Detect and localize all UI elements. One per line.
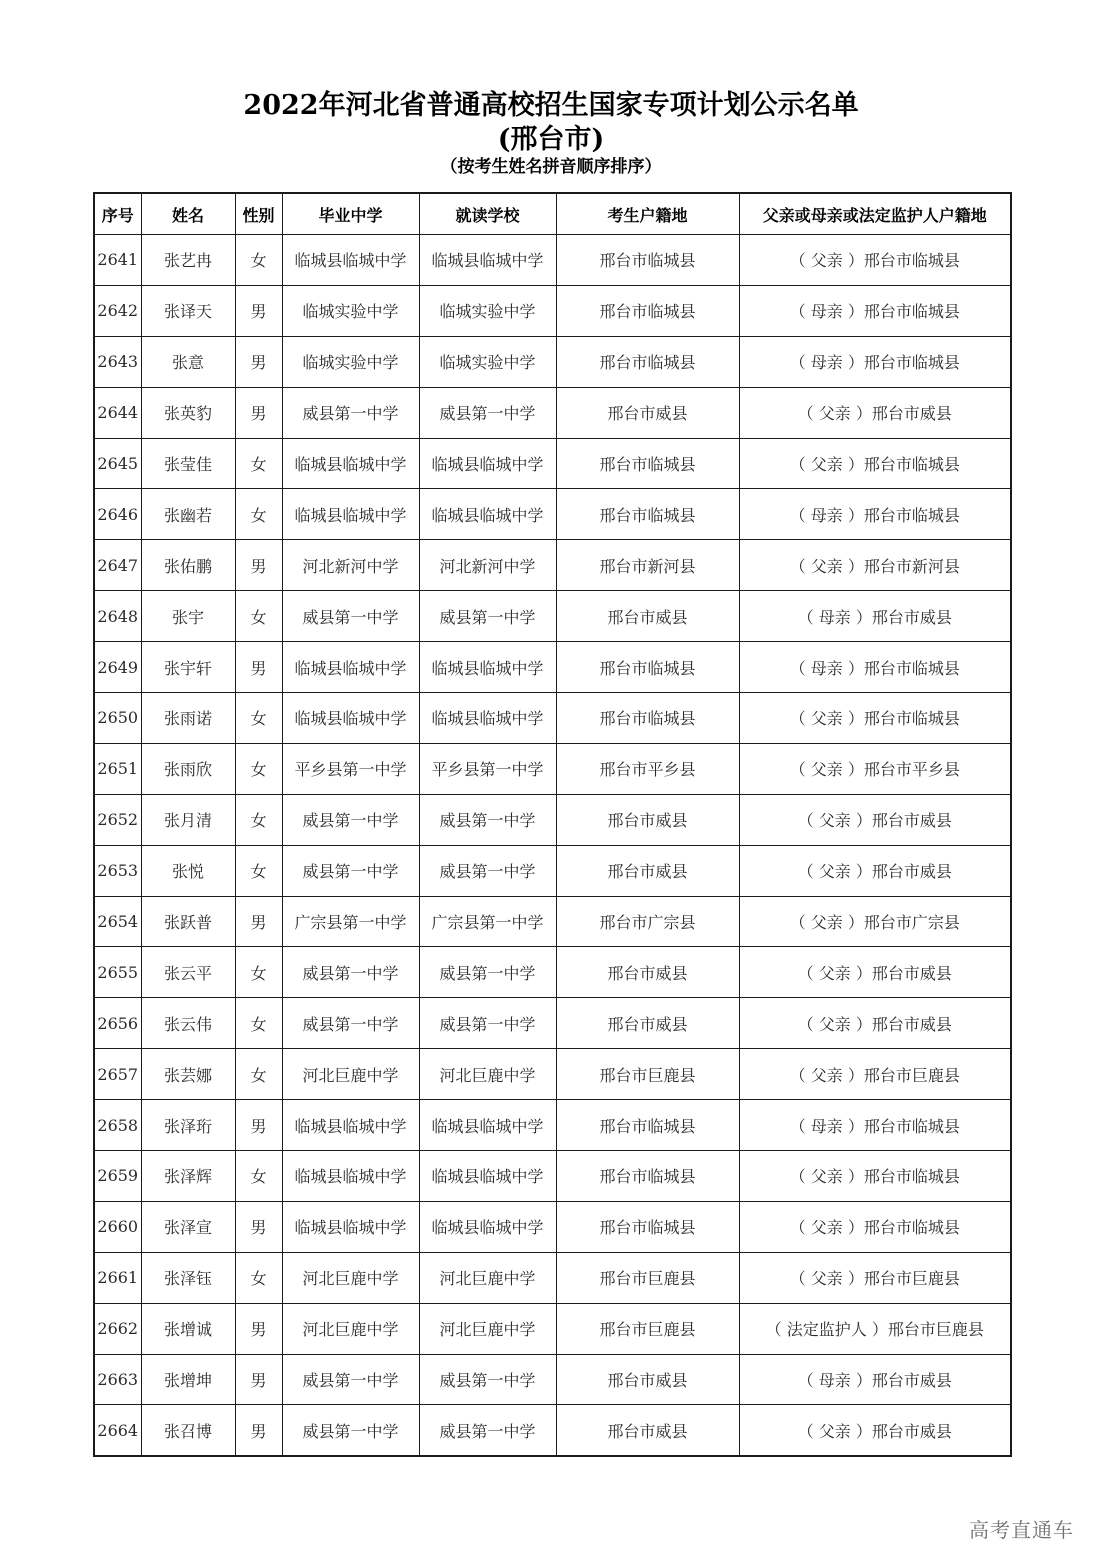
cell-domicile: 邢台市新河县 — [556, 540, 739, 591]
cell-grad-school: 威县第一中学 — [282, 947, 419, 998]
cell-current-school: 威县第一中学 — [419, 387, 556, 438]
cell-seq: 2657 — [94, 1049, 141, 1100]
cell-grad-school: 临城实验中学 — [282, 336, 419, 387]
cell-domicile: 邢台市威县 — [556, 1405, 739, 1456]
cell-domicile: 邢台市临城县 — [556, 642, 739, 693]
cell-grad-school: 河北巨鹿中学 — [282, 1252, 419, 1303]
cell-domicile: 邢台市平乡县 — [556, 743, 739, 794]
cell-guardian-domicile: （ 母亲 ）邢台市临城县 — [739, 285, 1011, 336]
cell-guardian-domicile: （ 父亲 ）邢台市临城县 — [739, 693, 1011, 744]
cell-name: 张泽珩 — [141, 1100, 235, 1151]
cell-current-school: 河北巨鹿中学 — [419, 1252, 556, 1303]
cell-gender: 女 — [235, 1151, 282, 1202]
cell-guardian-domicile: （ 父亲 ）邢台市临城县 — [739, 438, 1011, 489]
cell-name: 张跃普 — [141, 896, 235, 947]
column-header-name: 姓名 — [141, 193, 235, 235]
cell-seq: 2654 — [94, 896, 141, 947]
cell-gender: 男 — [235, 1405, 282, 1456]
cell-name: 张莹佳 — [141, 438, 235, 489]
cell-seq: 2644 — [94, 387, 141, 438]
cell-gender: 男 — [235, 387, 282, 438]
cell-name: 张月清 — [141, 794, 235, 845]
cell-current-school: 临城县临城中学 — [419, 438, 556, 489]
cell-current-school: 临城县临城中学 — [419, 235, 556, 286]
cell-current-school: 临城实验中学 — [419, 285, 556, 336]
table-body — [94, 235, 1011, 1457]
cell-name: 张宇 — [141, 591, 235, 642]
table-row — [94, 438, 1011, 489]
cell-current-school: 临城县临城中学 — [419, 693, 556, 744]
cell-guardian-domicile: （ 母亲 ）邢台市临城县 — [739, 336, 1011, 387]
cell-grad-school: 临城县临城中学 — [282, 1201, 419, 1252]
table-row — [94, 1100, 1011, 1151]
cell-domicile: 邢台市巨鹿县 — [556, 1252, 739, 1303]
cell-seq: 2650 — [94, 693, 141, 744]
cell-domicile: 邢台市临城县 — [556, 693, 739, 744]
cell-domicile: 邢台市临城县 — [556, 1100, 739, 1151]
table-row — [94, 998, 1011, 1049]
cell-name: 张增诚 — [141, 1303, 235, 1354]
cell-name: 张泽宣 — [141, 1201, 235, 1252]
cell-name: 张英豹 — [141, 387, 235, 438]
cell-guardian-domicile: （ 父亲 ）邢台市广宗县 — [739, 896, 1011, 947]
cell-domicile: 邢台市威县 — [556, 998, 739, 1049]
table-row — [94, 1201, 1011, 1252]
cell-gender: 男 — [235, 285, 282, 336]
cell-guardian-domicile: （ 父亲 ）邢台市巨鹿县 — [739, 1049, 1011, 1100]
cell-seq: 2645 — [94, 438, 141, 489]
table-row — [94, 794, 1011, 845]
cell-name: 张宇轩 — [141, 642, 235, 693]
column-header-domicile: 考生户籍地 — [556, 193, 739, 235]
cell-guardian-domicile: （ 父亲 ）邢台市威县 — [739, 387, 1011, 438]
cell-name: 张召博 — [141, 1405, 235, 1456]
cell-guardian-domicile: （ 父亲 ）邢台市威县 — [739, 998, 1011, 1049]
cell-domicile: 邢台市威县 — [556, 591, 739, 642]
cell-domicile: 邢台市巨鹿县 — [556, 1303, 739, 1354]
cell-gender: 男 — [235, 896, 282, 947]
cell-gender: 男 — [235, 1100, 282, 1151]
cell-domicile: 邢台市临城县 — [556, 235, 739, 286]
table-row — [94, 845, 1011, 896]
table-row — [94, 1151, 1011, 1202]
cell-gender: 女 — [235, 794, 282, 845]
cell-grad-school: 威县第一中学 — [282, 387, 419, 438]
cell-name: 张泽钰 — [141, 1252, 235, 1303]
cell-grad-school: 临城县临城中学 — [282, 1151, 419, 1202]
cell-name: 张译天 — [141, 285, 235, 336]
table-row — [94, 1354, 1011, 1405]
cell-current-school: 威县第一中学 — [419, 591, 556, 642]
table-row — [94, 235, 1011, 286]
cell-name: 张雨诺 — [141, 693, 235, 744]
cell-gender: 男 — [235, 540, 282, 591]
table-row — [94, 591, 1011, 642]
cell-domicile: 邢台市威县 — [556, 387, 739, 438]
cell-name: 张云平 — [141, 947, 235, 998]
cell-domicile: 邢台市临城县 — [556, 489, 739, 540]
table-row — [94, 336, 1011, 387]
column-header-guardian-domicile: 父亲或母亲或法定监护人户籍地 — [739, 193, 1011, 235]
cell-grad-school: 临城县临城中学 — [282, 693, 419, 744]
watermark: 高考直通车 — [969, 1518, 1074, 1542]
cell-guardian-domicile: （ 母亲 ）邢台市威县 — [739, 591, 1011, 642]
cell-guardian-domicile: （ 父亲 ）邢台市威县 — [739, 845, 1011, 896]
cell-grad-school: 威县第一中学 — [282, 845, 419, 896]
cell-guardian-domicile: （ 母亲 ）邢台市临城县 — [739, 489, 1011, 540]
cell-guardian-domicile: （ 母亲 ）邢台市临城县 — [739, 642, 1011, 693]
cell-domicile: 邢台市临城县 — [556, 285, 739, 336]
cell-name: 张艺冉 — [141, 235, 235, 286]
table-header-row — [94, 193, 1011, 235]
table-row — [94, 642, 1011, 693]
table-row — [94, 896, 1011, 947]
cell-name: 张幽若 — [141, 489, 235, 540]
cell-grad-school: 临城县临城中学 — [282, 438, 419, 489]
table-row — [94, 1405, 1011, 1456]
cell-gender: 女 — [235, 489, 282, 540]
cell-gender: 女 — [235, 1252, 282, 1303]
cell-name: 张悦 — [141, 845, 235, 896]
cell-guardian-domicile: （ 法定监护人 ）邢台市巨鹿县 — [739, 1303, 1011, 1354]
cell-current-school: 临城县临城中学 — [419, 489, 556, 540]
cell-current-school: 临城县临城中学 — [419, 1100, 556, 1151]
table-row — [94, 693, 1011, 744]
cell-seq: 2656 — [94, 998, 141, 1049]
cell-seq: 2651 — [94, 743, 141, 794]
cell-name: 张泽辉 — [141, 1151, 235, 1202]
cell-current-school: 临城县临城中学 — [419, 1151, 556, 1202]
column-header-gender: 性别 — [235, 193, 282, 235]
cell-gender: 女 — [235, 693, 282, 744]
cell-current-school: 威县第一中学 — [419, 947, 556, 998]
cell-seq: 2648 — [94, 591, 141, 642]
cell-guardian-domicile: （ 母亲 ）邢台市威县 — [739, 1354, 1011, 1405]
cell-domicile: 邢台市临城县 — [556, 1201, 739, 1252]
document-subtitle: (邢台市) — [497, 124, 605, 155]
cell-seq: 2661 — [94, 1252, 141, 1303]
cell-gender: 男 — [235, 1201, 282, 1252]
cell-grad-school: 临城实验中学 — [282, 285, 419, 336]
cell-name: 张芸娜 — [141, 1049, 235, 1100]
cell-current-school: 威县第一中学 — [419, 998, 556, 1049]
cell-grad-school: 威县第一中学 — [282, 1354, 419, 1405]
cell-gender: 男 — [235, 336, 282, 387]
cell-grad-school: 河北新河中学 — [282, 540, 419, 591]
cell-grad-school: 临城县临城中学 — [282, 1100, 419, 1151]
cell-domicile: 邢台市威县 — [556, 947, 739, 998]
cell-current-school: 威县第一中学 — [419, 1405, 556, 1456]
cell-current-school: 河北巨鹿中学 — [419, 1049, 556, 1100]
cell-name: 张雨欣 — [141, 743, 235, 794]
cell-grad-school: 河北巨鹿中学 — [282, 1049, 419, 1100]
cell-seq: 2647 — [94, 540, 141, 591]
cell-name: 张意 — [141, 336, 235, 387]
cell-gender: 女 — [235, 1049, 282, 1100]
cell-current-school: 威县第一中学 — [419, 845, 556, 896]
cell-grad-school: 临城县临城中学 — [282, 489, 419, 540]
cell-grad-school: 广宗县第一中学 — [282, 896, 419, 947]
cell-seq: 2641 — [94, 235, 141, 286]
cell-grad-school: 河北巨鹿中学 — [282, 1303, 419, 1354]
cell-seq: 2663 — [94, 1354, 141, 1405]
cell-guardian-domicile: （ 父亲 ）邢台市威县 — [739, 794, 1011, 845]
table-row — [94, 743, 1011, 794]
cell-name: 张增坤 — [141, 1354, 235, 1405]
cell-grad-school: 临城县临城中学 — [282, 235, 419, 286]
sort-note: （按考生姓名拼音顺序排序） — [440, 157, 662, 177]
cell-current-school: 临城实验中学 — [419, 336, 556, 387]
cell-domicile: 邢台市威县 — [556, 1354, 739, 1405]
cell-guardian-domicile: （ 父亲 ）邢台市威县 — [739, 947, 1011, 998]
table-row — [94, 489, 1011, 540]
cell-name: 张云伟 — [141, 998, 235, 1049]
cell-grad-school: 威县第一中学 — [282, 591, 419, 642]
cell-guardian-domicile: （ 父亲 ）邢台市临城县 — [739, 235, 1011, 286]
document-title: 2022年河北省普通高校招生国家专项计划公示名单 — [243, 90, 859, 121]
cell-current-school: 威县第一中学 — [419, 1354, 556, 1405]
cell-seq: 2659 — [94, 1151, 141, 1202]
cell-guardian-domicile: （ 父亲 ）邢台市平乡县 — [739, 743, 1011, 794]
cell-domicile: 邢台市广宗县 — [556, 896, 739, 947]
cell-seq: 2649 — [94, 642, 141, 693]
cell-name: 张佑鹏 — [141, 540, 235, 591]
cell-seq: 2646 — [94, 489, 141, 540]
cell-domicile: 邢台市威县 — [556, 794, 739, 845]
cell-seq: 2655 — [94, 947, 141, 998]
cell-gender: 女 — [235, 438, 282, 489]
cell-seq: 2653 — [94, 845, 141, 896]
cell-grad-school: 威县第一中学 — [282, 1405, 419, 1456]
table-row — [94, 387, 1011, 438]
cell-seq: 2643 — [94, 336, 141, 387]
table-row — [94, 1303, 1011, 1354]
cell-domicile: 邢台市临城县 — [556, 1151, 739, 1202]
cell-current-school: 广宗县第一中学 — [419, 896, 556, 947]
table-row — [94, 1049, 1011, 1100]
cell-guardian-domicile: （ 父亲 ）邢台市新河县 — [739, 540, 1011, 591]
table-row — [94, 947, 1011, 998]
column-header-seq: 序号 — [94, 193, 141, 235]
cell-current-school: 河北巨鹿中学 — [419, 1303, 556, 1354]
cell-seq: 2642 — [94, 285, 141, 336]
cell-grad-school: 平乡县第一中学 — [282, 743, 419, 794]
cell-guardian-domicile: （ 父亲 ）邢台市巨鹿县 — [739, 1252, 1011, 1303]
column-header-current-school: 就读学校 — [419, 193, 556, 235]
cell-gender: 女 — [235, 845, 282, 896]
cell-guardian-domicile: （ 父亲 ）邢台市临城县 — [739, 1151, 1011, 1202]
cell-gender: 男 — [235, 1354, 282, 1405]
cell-grad-school: 威县第一中学 — [282, 794, 419, 845]
cell-gender: 男 — [235, 642, 282, 693]
cell-grad-school: 威县第一中学 — [282, 998, 419, 1049]
cell-seq: 2658 — [94, 1100, 141, 1151]
cell-current-school: 平乡县第一中学 — [419, 743, 556, 794]
cell-gender: 女 — [235, 591, 282, 642]
cell-seq: 2652 — [94, 794, 141, 845]
table-row — [94, 1252, 1011, 1303]
cell-guardian-domicile: （ 父亲 ）邢台市临城县 — [739, 1201, 1011, 1252]
cell-gender: 女 — [235, 743, 282, 794]
cell-current-school: 河北新河中学 — [419, 540, 556, 591]
column-header-grad-school: 毕业中学 — [282, 193, 419, 235]
cell-guardian-domicile: （ 母亲 ）邢台市临城县 — [739, 1100, 1011, 1151]
cell-domicile: 邢台市临城县 — [556, 336, 739, 387]
cell-seq: 2660 — [94, 1201, 141, 1252]
cell-gender: 男 — [235, 1303, 282, 1354]
cell-current-school: 临城县临城中学 — [419, 1201, 556, 1252]
cell-current-school: 临城县临城中学 — [419, 642, 556, 693]
cell-gender: 女 — [235, 235, 282, 286]
table-row — [94, 540, 1011, 591]
cell-gender: 女 — [235, 998, 282, 1049]
cell-current-school: 威县第一中学 — [419, 794, 556, 845]
cell-domicile: 邢台市临城县 — [556, 438, 739, 489]
cell-guardian-domicile: （ 父亲 ）邢台市威县 — [739, 1405, 1011, 1456]
cell-domicile: 邢台市巨鹿县 — [556, 1049, 739, 1100]
roster-table — [93, 192, 1012, 1457]
cell-gender: 女 — [235, 947, 282, 998]
cell-grad-school: 临城县临城中学 — [282, 642, 419, 693]
table-row — [94, 285, 1011, 336]
cell-domicile: 邢台市威县 — [556, 845, 739, 896]
cell-seq: 2662 — [94, 1303, 141, 1354]
cell-seq: 2664 — [94, 1405, 141, 1456]
